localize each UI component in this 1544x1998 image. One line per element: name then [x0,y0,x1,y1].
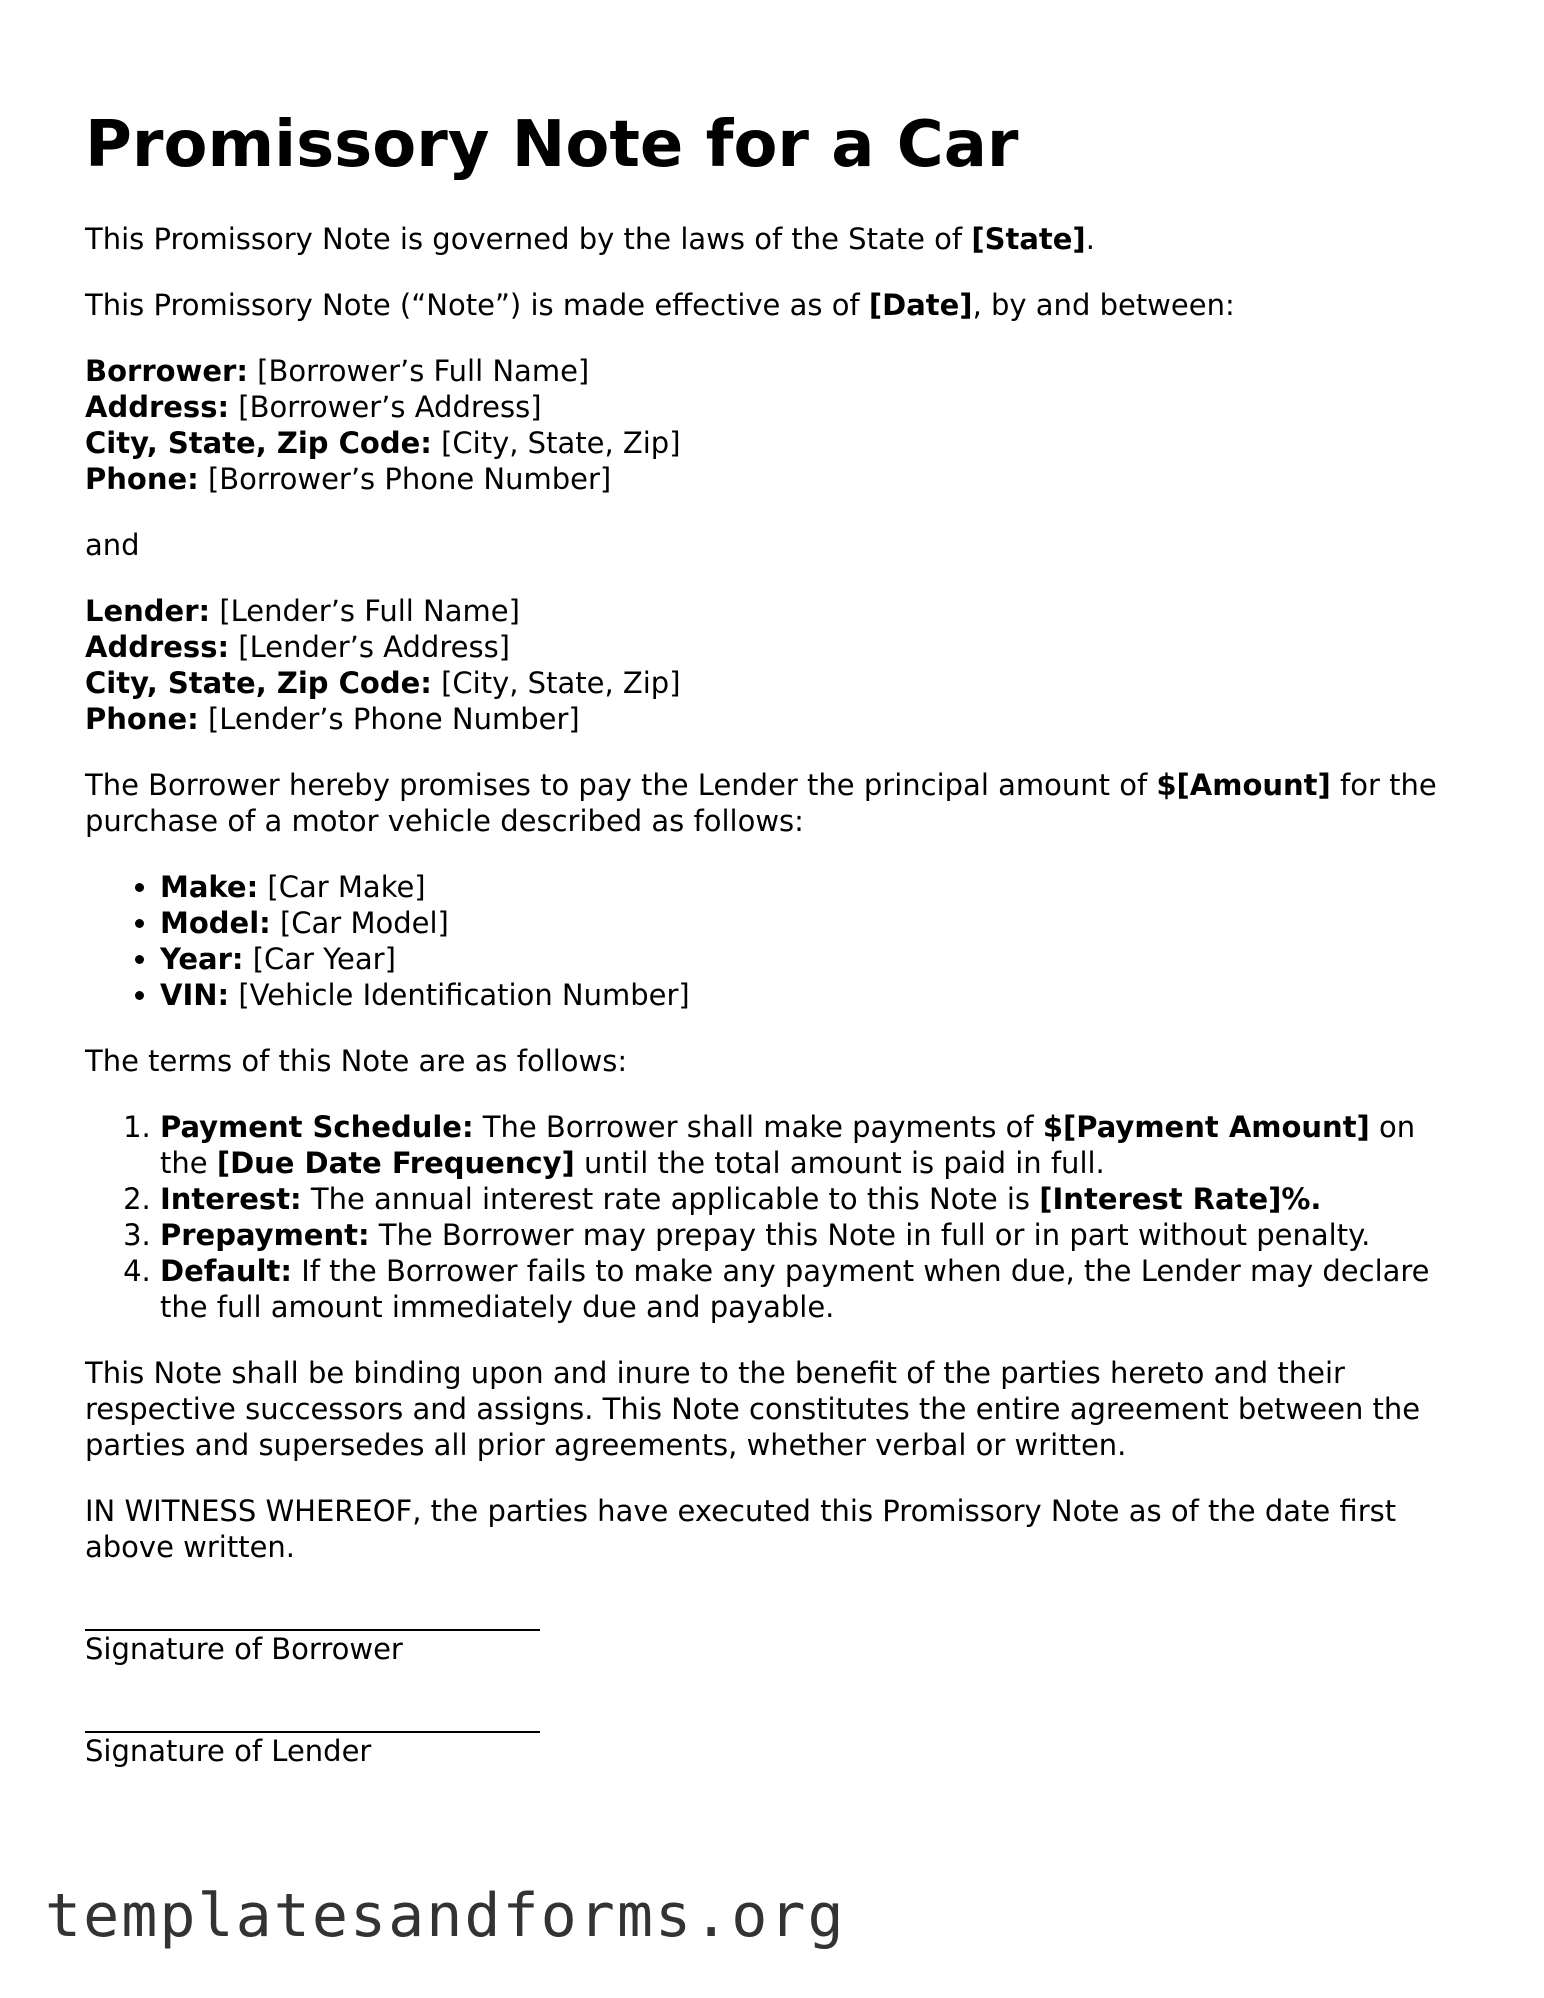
lender-city-line [85,665,1465,701]
vehicle-make-item [160,869,1465,905]
vehicle-make-value: [Car Make] [258,870,426,904]
document-page [85,105,1465,1805]
payment-text3: until the total amount is paid in full. [574,1146,1105,1180]
payment-text1: The Borrower shall make payments of [473,1110,1043,1144]
lender-address-line [85,629,1465,665]
borrower-name-label: Borrower: [85,354,248,388]
terms-list [85,1109,1465,1325]
binding-paragraph: This Note shall be binding upon and inure to the benefit of the parties hereto and their respective successors and assigns. This Note constitutes the entire agreement between the parties and supersedes all prior agreements, whether verbal or written. [85,1356,1421,1462]
lender-signature-line [85,1703,540,1733]
lender-signature-label: Signature of Lender [85,1734,372,1768]
document-title: Promissory Note for a Car [85,108,1019,182]
vehicle-model-label: Model: [160,906,271,940]
interest-rate-placeholder: [Interest Rate]%. [1039,1182,1322,1216]
lender-name-value: [Lender’s Full Name] [210,594,520,628]
default-text: If the Borrower fails to make any payment when due, the Lender may declare the full amount immediately due and payable. [160,1254,1430,1324]
governing-end: . [1085,222,1095,256]
witness-paragraph: IN WITNESS WHEREOF, the parties have executed this Promissory Note as of the date first above written. [85,1494,1397,1564]
borrower-name-value: [Borrower’s Full Name] [247,354,590,388]
lender-phone-label: Phone: [85,702,199,736]
borrower-city-line [85,425,1465,461]
borrower-signature-label: Signature of Borrower [85,1632,403,1666]
effective-text: This Promissory Note (“Note”) is made effective as of [85,288,869,322]
payment-label: Payment Schedule: [160,1110,474,1144]
effective-date-paragraph [85,287,1465,323]
borrower-phone-label: Phone: [85,462,199,496]
date-placeholder: [Date] [868,288,973,322]
principal-end: for the purchase of a motor vehicle described as follows: [85,768,1437,838]
prepayment-label: Prepayment: [160,1218,370,1252]
vehicle-model-value: [Car Model] [270,906,449,940]
due-frequency-placeholder: [Due Date Frequency] [216,1146,575,1180]
default-label: Default: [160,1254,292,1288]
effective-end: , by and between: [972,288,1235,322]
governing-law-paragraph [85,221,1465,257]
borrower-address-line [85,389,1465,425]
lender-phone-value: [Lender’s Phone Number] [198,702,580,736]
state-placeholder: [State] [971,222,1086,256]
vehicle-year-value: [Car Year] [243,942,396,976]
vehicle-vin-value: [Vehicle Identification Number] [229,978,690,1012]
prepayment-text: The Borrower may prepay this Note in full or in part without penalty. [369,1218,1371,1252]
borrower-name-line [85,353,1465,389]
vehicle-make-label: Make: [160,870,259,904]
lender-block [85,593,1465,737]
borrower-address-value: [Borrower’s Address] [229,390,542,424]
and-text: and [85,528,140,562]
borrower-city-label: City, State, Zip Code: [85,426,432,460]
interest-text: The annual interest rate applicable to this Note is [301,1182,1040,1216]
principal-paragraph [85,767,1465,839]
interest-label: Interest: [160,1182,302,1216]
borrower-city-value: [City, State, Zip] [431,426,681,460]
term-payment-schedule [160,1109,1465,1181]
payment-amount-placeholder: $[Payment Amount] [1042,1110,1370,1144]
lender-address-value: [Lender’s Address] [229,630,510,664]
lender-name-label: Lender: [85,594,211,628]
borrower-block [85,353,1465,497]
term-interest [160,1181,1465,1217]
borrower-address-label: Address: [85,390,230,424]
borrower-phone-line [85,461,1465,497]
vehicle-model-item [160,905,1465,941]
governing-text: This Promissory Note is governed by the laws of the State of [85,222,972,256]
borrower-phone-value: [Borrower’s Phone Number] [198,462,612,496]
vehicle-list [85,869,1465,1013]
lender-address-label: Address: [85,630,230,664]
vehicle-vin-item [160,977,1465,1013]
vehicle-year-label: Year: [160,942,244,976]
term-prepayment [160,1217,1465,1253]
payment-text2: on the [160,1110,1416,1180]
lender-city-value: [City, State, Zip] [431,666,681,700]
watermark: templatesandforms.org [45,1881,846,1951]
vehicle-year-item [160,941,1465,977]
lender-phone-line [85,701,1465,737]
borrower-signature-line [85,1601,540,1631]
lender-name-line [85,593,1465,629]
amount-placeholder: $[Amount] [1156,768,1331,802]
terms-intro: The terms of this Note are as follows: [85,1044,628,1078]
term-default [160,1253,1465,1325]
signature-block [85,1601,1465,1769]
lender-city-label: City, State, Zip Code: [85,666,432,700]
vehicle-vin-label: VIN: [160,978,230,1012]
principal-text: The Borrower hereby promises to pay the Lender the principal amount of [85,768,1157,802]
